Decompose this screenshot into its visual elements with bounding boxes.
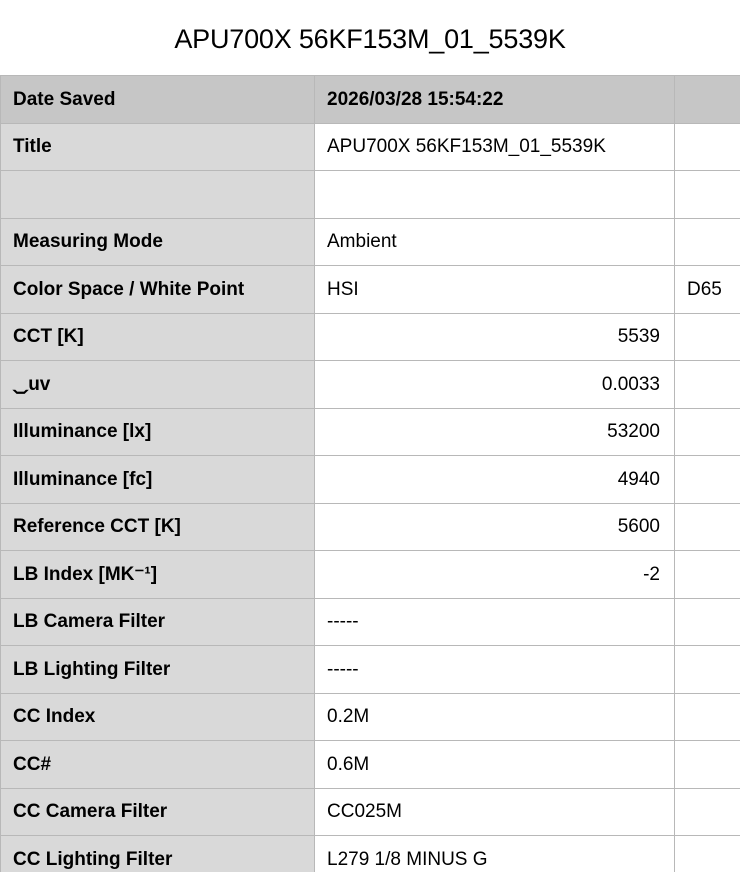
row-extra [675,408,740,456]
row-extra [675,503,740,551]
row-label: Color Space / White Point [1,266,315,314]
row-label: CC Lighting Filter [1,836,315,872]
row-value: CC025M [315,788,675,836]
table-row [1,836,740,872]
row-value [315,171,675,219]
table-row [1,456,740,504]
row-extra [675,646,740,694]
row-extra [675,313,740,361]
measurement-table-body [1,76,740,872]
table-row [1,408,740,456]
row-label: Measuring Mode [1,218,315,266]
table-row [1,266,740,314]
row-value: 4940 [315,456,675,504]
row-label: Reference CCT [K] [1,503,315,551]
row-value: 0.6M [315,741,675,789]
table-row [1,693,740,741]
row-label: CCT [K] [1,313,315,361]
table-row [1,218,740,266]
row-label: Date Saved [1,76,315,124]
row-extra [675,693,740,741]
row-value: L279 1/8 MINUS G [315,836,675,872]
row-label [1,171,315,219]
row-value: -2 [315,551,675,599]
row-value: 0.0033 [315,361,675,409]
table-row [1,503,740,551]
measurement-table [0,75,740,872]
row-label: CC Camera Filter [1,788,315,836]
table-row [1,741,740,789]
row-extra: D65 [675,266,740,314]
row-extra [675,361,740,409]
row-label: Illuminance [lx] [1,408,315,456]
row-value: 5600 [315,503,675,551]
row-label: LB Index [MK⁻¹] [1,551,315,599]
row-value: ----- [315,646,675,694]
table-row [1,646,740,694]
row-extra [675,456,740,504]
row-value: 0.2M [315,693,675,741]
row-extra [675,218,740,266]
row-value: Ambient [315,218,675,266]
row-extra [675,598,740,646]
row-value: APU700X 56KF153M_01_5539K [315,123,675,171]
row-label: LB Camera Filter [1,598,315,646]
row-label: CC# [1,741,315,789]
row-value: HSI [315,266,675,314]
row-label: LB Lighting Filter [1,646,315,694]
row-value: ----- [315,598,675,646]
row-extra [675,788,740,836]
row-label: Title [1,123,315,171]
table-row [1,361,740,409]
row-extra [675,741,740,789]
table-row [1,788,740,836]
row-value: 53200 [315,408,675,456]
row-extra [675,551,740,599]
row-label: ⏡uv [1,361,315,409]
table-row [1,123,740,171]
table-row [1,171,740,219]
table-row [1,598,740,646]
row-label: Illuminance [fc] [1,456,315,504]
table-row [1,313,740,361]
row-extra [675,76,740,124]
row-extra [675,171,740,219]
row-extra [675,836,740,872]
page-title: APU700X 56KF153M_01_5539K [174,24,566,54]
row-value: 5539 [315,313,675,361]
table-row [1,76,740,124]
table-row [1,551,740,599]
row-value: 2026/03/28 15:54:22 [315,76,675,124]
row-label: CC Index [1,693,315,741]
row-extra [675,123,740,171]
